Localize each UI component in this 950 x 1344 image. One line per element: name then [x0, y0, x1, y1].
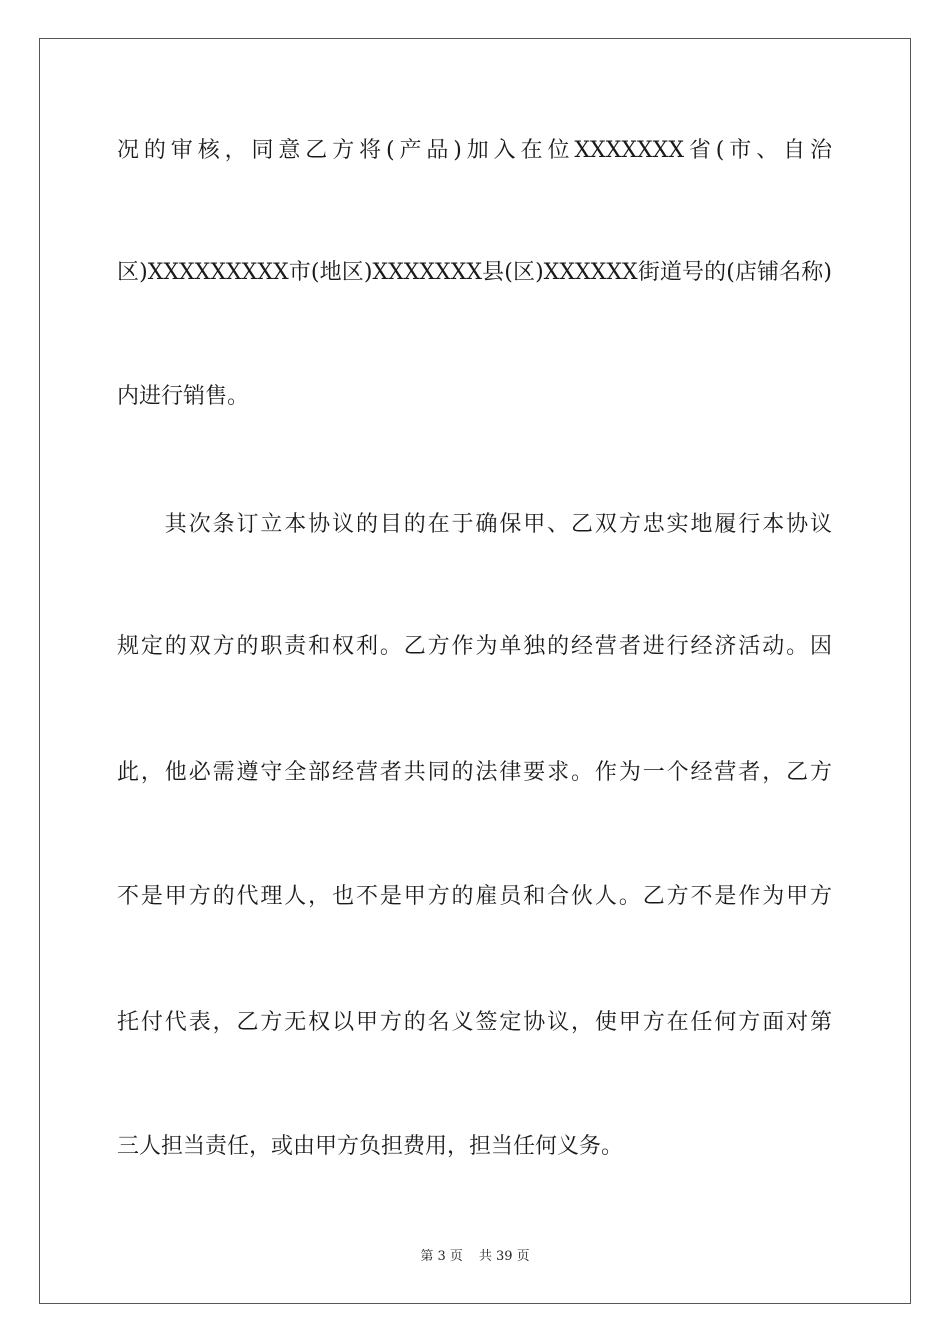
body-text-line: 况的审核，同意乙方将(产品)加入在位XXXXXXX省(市、自治 — [117, 138, 832, 163]
paragraph-first-line: 其次条订立本协议的目的在于确保甲、乙双方忠实地履行本协议 — [117, 512, 832, 537]
body-text-line: 内进行销售。 — [117, 384, 250, 409]
body-text-line: 规定的双方的职责和权利。乙方作为单独的经营者进行经济活动。因 — [117, 634, 832, 659]
body-text-line: 区)XXXXXXXXX市(地区)XXXXXXX县(区)XXXXXX街道号的(店铺名称) — [117, 260, 832, 285]
page-number: 第 3 页 — [420, 1249, 463, 1264]
body-text-line: 不是甲方的代理人，也不是甲方的雇员和合伙人。乙方不是作为甲方 — [117, 884, 832, 909]
body-text-line: 托付代表，乙方无权以甲方的名义签定协议，使甲方在任何方面对第 — [117, 1010, 832, 1035]
body-text-line: 三人担当责任，或由甲方负担费用，担当任何义务。 — [117, 1134, 624, 1159]
page-footer — [0, 1248, 950, 1266]
body-text-line: 此，他必需遵守全部经营者共同的法律要求。作为一个经营者，乙方 — [117, 760, 832, 785]
page-border — [39, 38, 911, 1304]
page-total: 共 39 页 — [478, 1249, 530, 1264]
